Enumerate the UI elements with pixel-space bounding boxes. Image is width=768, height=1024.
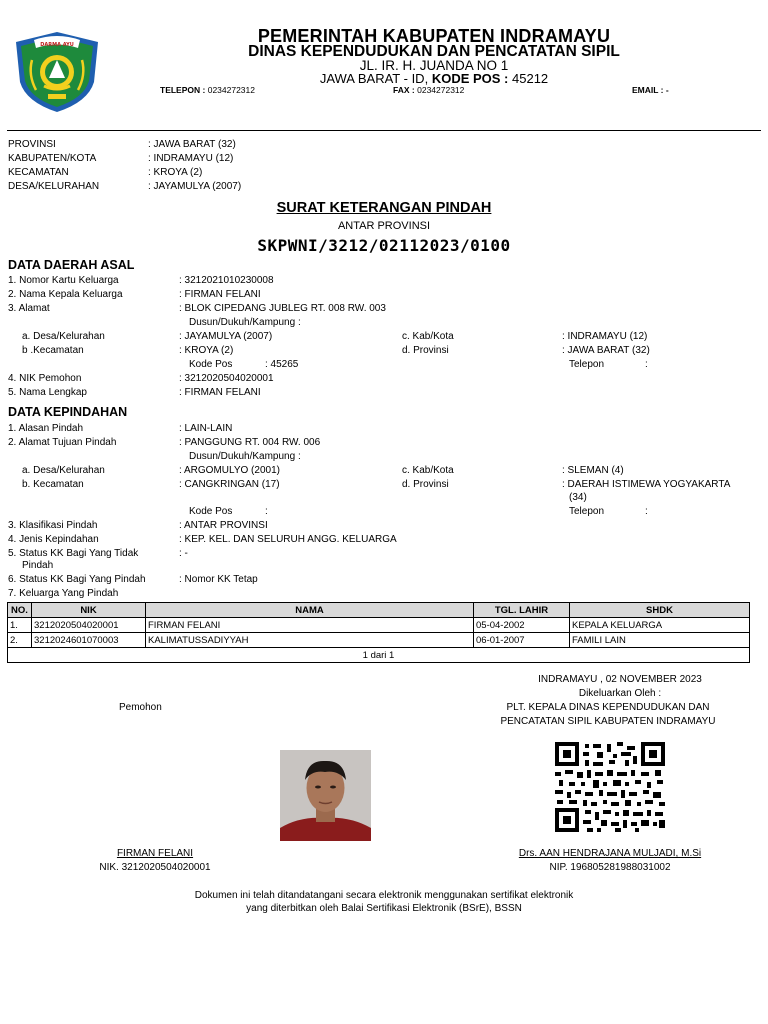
cell-no: 1. <box>8 618 32 633</box>
pindah-status-pindah-value: : Nomor KK Tetap <box>179 574 258 585</box>
section-kepindahan-heading: DATA KEPINDAHAN <box>8 405 128 419</box>
family-table <box>7 602 750 663</box>
pindah-status-tidak-label-2: Pindah <box>22 560 54 571</box>
asal-desa-value: : JAYAMULYA (2007) <box>179 331 273 342</box>
pindah-alamat-value: : PANGGUNG RT. 004 RW. 006 <box>179 437 321 448</box>
pindah-alamat-label: 2. Alamat Tujuan Pindah <box>8 437 117 448</box>
asal-nama-label: 5. Nama Lengkap <box>8 387 87 398</box>
col-header-shdk: SHDK <box>570 603 750 618</box>
table-row <box>8 618 750 633</box>
col-header-nama: NAMA <box>146 603 474 618</box>
desa-label: DESA/KELURAHAN <box>8 181 100 192</box>
pindah-klasifikasi-value: : ANTAR PROVINSI <box>179 520 268 531</box>
place-date: INDRAMAYU , 02 NOVEMBER 2023 <box>538 674 702 685</box>
footer-note-2: yang diterbitkan oleh Balai Sertifikasi Elektronik (BSrE), BSSN <box>246 903 522 914</box>
asal-kepala-value: : FIRMAN FELANI <box>179 289 261 300</box>
pindah-status-tidak-value: : - <box>179 548 188 559</box>
cell-nama: KALIMATUSSADIYYAH <box>146 633 474 648</box>
header-fax <box>393 85 464 95</box>
header-agency: DINAS KEPENDUDUKAN DAN PENCATATAN SIPIL <box>248 43 620 60</box>
header-address: JL. IR. H. JUANDA NO 1 <box>359 58 509 73</box>
kecamatan-label: KECAMATAN <box>8 167 69 178</box>
asal-prov-label: d. Provinsi <box>402 345 449 356</box>
logo-lettering: DARMA AYU <box>40 42 74 48</box>
header-postcode-label: KODE POS : <box>431 71 509 86</box>
cell-no: 2. <box>8 633 32 648</box>
cell-nama: FIRMAN FELANI <box>146 618 474 633</box>
fax-value: 0234272312 <box>417 85 465 95</box>
pindah-kec-value: : CANGKRINGAN (17) <box>179 479 280 490</box>
official-title-2: PENCATATAN SIPIL KABUPATEN INDRAMAYU <box>500 716 716 727</box>
asal-nik-value: : 3212020504020001 <box>179 373 274 384</box>
col-header-no: NO. <box>8 603 32 618</box>
qr-code-icon <box>555 742 665 832</box>
pindah-telepon-value: : <box>645 506 648 517</box>
provinsi-value: : JAWA BARAT (32) <box>148 139 236 150</box>
pindah-kec-label: b. Kecamatan <box>22 479 84 490</box>
provinsi-label: PROVINSI <box>8 139 56 150</box>
header-email: EMAIL : - <box>632 85 669 95</box>
asal-kec-value: : KROYA (2) <box>179 345 234 356</box>
asal-telepon-value: : <box>645 359 648 370</box>
official-name: Drs. AAN HENDRAJANA MULJADI, M.Si <box>518 848 702 859</box>
applicant-portrait-icon <box>280 750 371 841</box>
pindah-alasan-value: : LAIN-LAIN <box>179 423 233 434</box>
asal-alamat-value: : BLOK CIPEDANG JUBLEG RT. 008 RW. 003 <box>179 303 386 314</box>
cell-tgl-lahir: 06-01-2007 <box>474 633 570 648</box>
issued-by-label: Dikeluarkan Oleh : <box>578 688 662 699</box>
pindah-jenis-value: : KEP. KEL. DAN SELURUH ANGG. KELUARGA <box>179 534 397 545</box>
asal-kodepos-value: : 45265 <box>265 359 299 370</box>
desa-value: : JAYAMULYA (2007) <box>148 181 242 192</box>
kecamatan-value: : KROYA (2) <box>148 167 203 178</box>
cell-tgl-lahir: 05-04-2002 <box>474 618 570 633</box>
table-page-row <box>8 648 750 663</box>
kabupaten-value: : INDRAMAYU (12) <box>148 153 234 164</box>
footer-note-1: Dokumen ini telah ditandatangani secara elektronik menggunakan sertifikat elektronik <box>194 890 574 901</box>
asal-kab-label: c. Kab/Kota <box>402 331 454 342</box>
asal-nama-value: : FIRMAN FELANI <box>179 387 261 398</box>
asal-kodepos-label: Kode Pos <box>189 359 233 370</box>
pindah-keluarga-label: 7. Keluarga Yang Pindah <box>8 588 119 599</box>
header-telepon <box>160 85 255 95</box>
asal-prov-value: : JAWA BARAT (32) <box>562 345 650 356</box>
pindah-prov-value: : DAERAH ISTIMEWA YOGYAKARTA <box>562 479 731 490</box>
header-province-postcode <box>100 71 768 86</box>
header-postcode-value: 45212 <box>512 71 549 86</box>
table-header-row <box>8 603 750 618</box>
asal-desa-label: a. Desa/Kelurahan <box>22 331 105 342</box>
header-divider <box>7 130 761 131</box>
telepon-label: TELEPON : <box>160 85 206 95</box>
table-row <box>8 633 750 648</box>
document-title: SURAT KETERANGAN PINDAH <box>276 200 492 216</box>
pindah-telepon-label: Telepon <box>569 506 605 517</box>
asal-nik-label: 4. NIK Pemohon <box>8 373 82 384</box>
pindah-desa-value: : ARGOMULYO (2001) <box>179 465 280 476</box>
fax-label: FAX : <box>393 85 415 95</box>
document-subtitle: ANTAR PROVINSI <box>337 220 431 232</box>
asal-telepon-label: Telepon <box>569 359 605 370</box>
pindah-prov-label: d. Provinsi <box>402 479 449 490</box>
pemohon-name: FIRMAN FELANI <box>116 848 194 859</box>
asal-kk-label: 1. Nomor Kartu Keluarga <box>8 275 119 286</box>
col-header-tgl-lahir: TGL. LAHIR <box>474 603 570 618</box>
document-number: SKPWNI/3212/02112023/0100 <box>257 236 511 255</box>
applicant-photo <box>280 750 371 841</box>
pindah-prov-code: (34) <box>569 492 587 503</box>
pindah-desa-label: a. Desa/Kelurahan <box>22 465 105 476</box>
kabupaten-label: KABUPATEN/KOTA <box>8 153 97 164</box>
telepon-value: 0234272312 <box>207 85 255 95</box>
header-province: JAWA BARAT - ID, <box>319 71 429 86</box>
asal-kec-label: b .Kecamatan <box>22 345 84 356</box>
asal-kab-value: : INDRAMAYU (12) <box>562 331 648 342</box>
pindah-kodepos-label: Kode Pos <box>189 506 233 517</box>
official-nip: NIP. 196805281988031002 <box>549 862 671 873</box>
section-asal-heading: DATA DAERAH ASAL <box>8 258 135 272</box>
pindah-kodepos-value: : <box>265 506 268 517</box>
cell-shdk: KEPALA KELUARGA <box>570 618 750 633</box>
pindah-jenis-label: 4. Jenis Kepindahan <box>8 534 99 545</box>
pindah-status-pindah-label: 6. Status KK Bagi Yang Pindah <box>8 574 146 585</box>
header-government: PEMERINTAH KABUPATEN INDRAMAYU <box>257 26 611 46</box>
pindah-alasan-label: 1. Alasan Pindah <box>8 423 84 434</box>
table-page-indicator: 1 dari 1 <box>8 648 750 663</box>
pindah-kab-label: c. Kab/Kota <box>402 465 454 476</box>
cell-shdk: FAMILI LAIN <box>570 633 750 648</box>
asal-kk-value: : 3212021010230008 <box>179 275 274 286</box>
indramayu-logo-icon <box>14 30 100 114</box>
pindah-klasifikasi-label: 3. Klasifikasi Pindah <box>8 520 98 531</box>
pemohon-nik: NIK. 3212020504020001 <box>99 862 211 873</box>
pindah-dusun-label: Dusun/Dukuh/Kampung : <box>189 451 301 462</box>
cell-nik: 3212020504020001 <box>32 618 146 633</box>
pemohon-label: Pemohon <box>119 702 162 713</box>
pindah-status-tidak-label: 5. Status KK Bagi Yang Tidak <box>8 548 139 559</box>
official-title-1: PLT. KEPALA DINAS KEPENDUDUKAN DAN <box>506 702 710 713</box>
pindah-kab-value: : SLEMAN (4) <box>562 465 624 476</box>
asal-kepala-label: 2. Nama Kepala Keluarga <box>8 289 123 300</box>
asal-dusun-label: Dusun/Dukuh/Kampung : <box>189 317 301 328</box>
asal-alamat-label: 3. Alamat <box>8 303 50 314</box>
cell-nik: 3212024601070003 <box>32 633 146 648</box>
col-header-nik: NIK <box>32 603 146 618</box>
